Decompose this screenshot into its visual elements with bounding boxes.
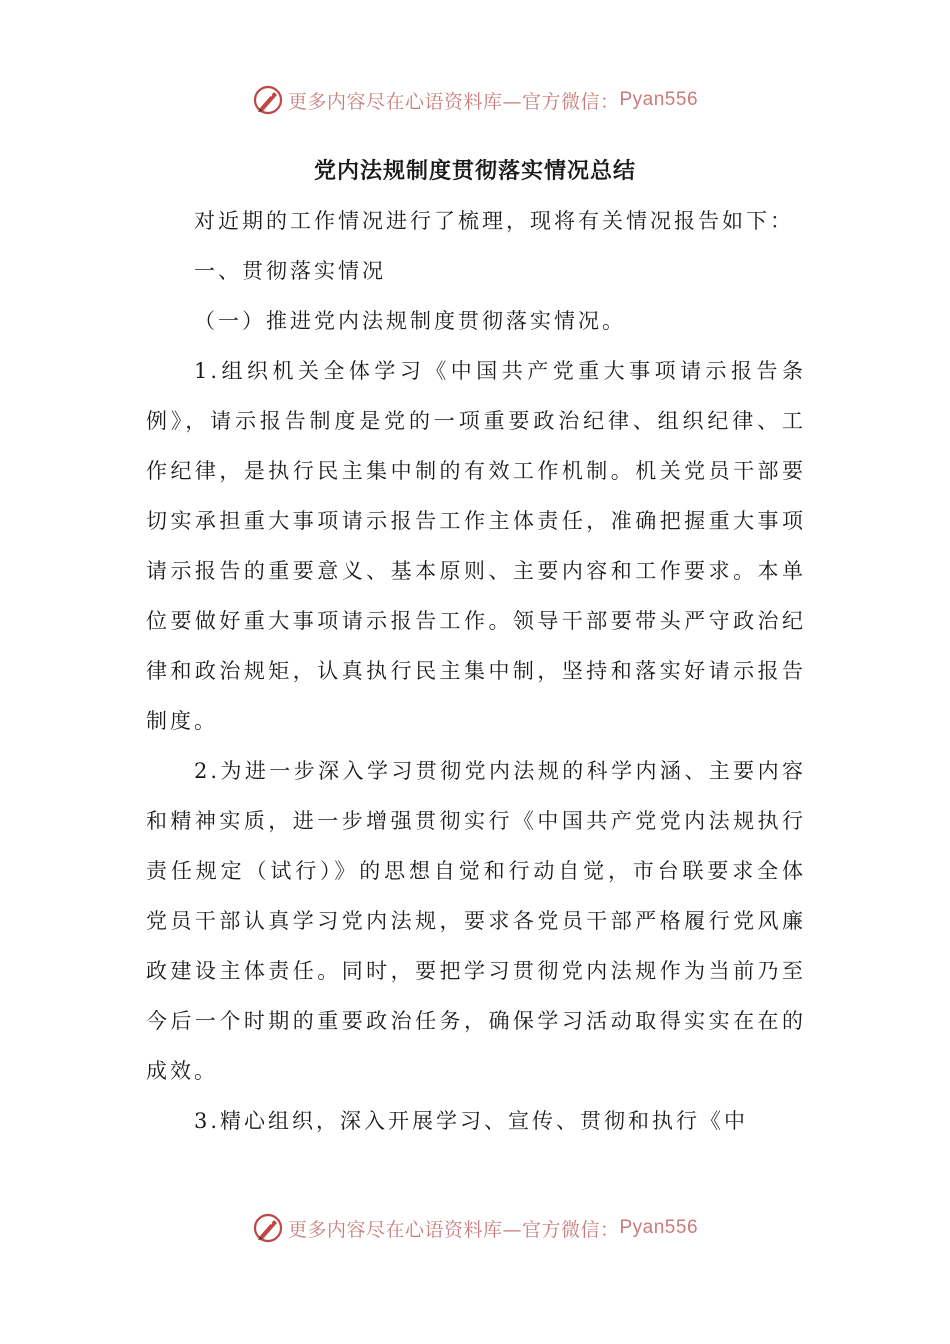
watermark-banner-bottom	[0, 1208, 950, 1248]
document-title: 党内法规制度贯彻落实情况总结	[313, 158, 636, 184]
body-paragraph-2: 2.为进一步深入学习贯彻党内法规的科学内涵、主要内容和精神实质，进一步增强贯彻实行《中国共产党党内法规执行责任规定（试行）》的思想自觉和行动自觉，市台联要求全体党员干部认真学习党内法规，要求各党员干部严格履行党风廉政建设主体责任。同时，要把学习贯彻党内法规作为当前乃至今后一个时期的重要政治任务，确保学习活动取得实实在在的成效。	[146, 759, 806, 1083]
watermark-text: 更多内容尽在心语资料库—官方微信：	[287, 90, 620, 113]
pen-logo-icon	[252, 84, 284, 116]
pen-logo-icon	[252, 1212, 284, 1244]
subsection-heading: （一）推进党内法规制度贯彻落实情况。	[194, 309, 626, 333]
body-paragraph-3: 3.精心组织，深入开展学习、宣传、贯彻和执行《中	[194, 1109, 749, 1133]
intro-paragraph: 对近期的工作情况进行了梳理，现将有关情况报告如下：	[194, 209, 794, 233]
document-body	[146, 196, 806, 1146]
watermark-account: Pyan556	[619, 1217, 699, 1238]
body-paragraph-1: 1.组织机关全体学习《中国共产党重大事项请示报告条例》，请示报告制度是党的一项重要政治纪律、组织纪律、工作纪律，是执行民主集中制的有效工作机制。机关党员干部要切实承担重大事项请示报告工作主体责任，准确把握重大事项请示报告的重要意义、基本原则、主要内容和工作要求。本单位要做好重大事项请示报告工作。领导干部要带头严守政治纪律和政治规矩，认真执行民主集中制，坚持和落实好请示报告制度。	[146, 359, 806, 733]
watermark-text: 更多内容尽在心语资料库—官方微信：	[287, 1218, 620, 1241]
watermark-banner-top	[0, 80, 950, 120]
watermark-account: Pyan556	[619, 89, 699, 110]
section-heading: 一、贯彻落实情况	[194, 259, 386, 283]
